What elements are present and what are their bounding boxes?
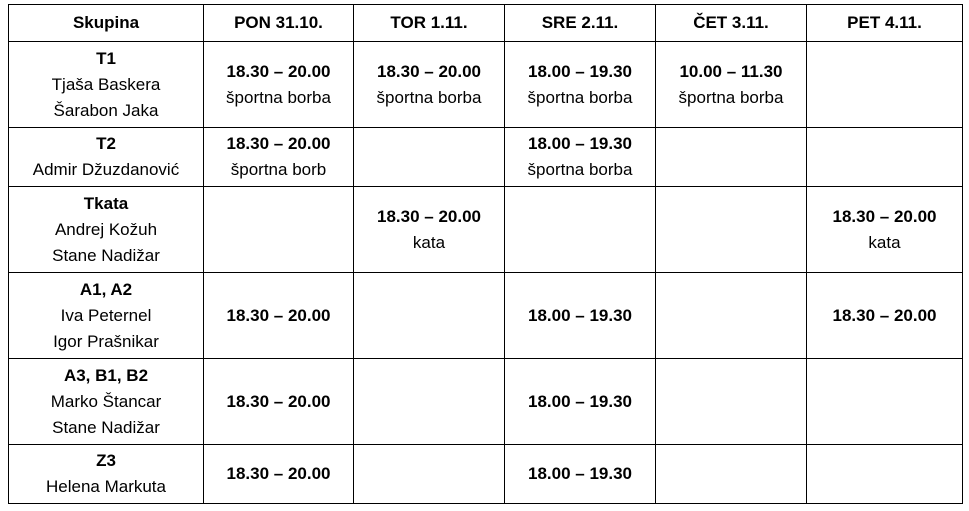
session-time: 18.30 – 20.00: [226, 134, 331, 153]
group-cell: [9, 445, 204, 504]
trainer-name: Tjaša Baskera: [51, 74, 161, 94]
group-code: T2: [96, 134, 116, 153]
header-day-mon: PON 31.10.: [204, 5, 354, 42]
session-type: športna borb: [230, 160, 327, 179]
schedule-cell: [505, 42, 656, 128]
session-time: 18.00 – 19.30: [528, 134, 632, 153]
table-row: [9, 42, 963, 128]
session-time: 18.30 – 20.00: [226, 391, 331, 411]
session-type: športna borba: [226, 87, 331, 107]
session-time: 18.00 – 19.30: [528, 464, 632, 483]
schedule-cell: [656, 42, 807, 128]
session-time: 18.00 – 19.30: [528, 391, 632, 411]
schedule-cell: [204, 42, 354, 128]
group-code: Z3: [96, 451, 116, 470]
session-time: 18.30 – 20.00: [226, 61, 331, 81]
schedule-cell: [505, 273, 656, 359]
schedule-cell: [354, 128, 505, 187]
table-row: [9, 187, 963, 273]
schedule-cell: [807, 128, 963, 187]
schedule-cell: [505, 128, 656, 187]
session-time: 18.30 – 20.00: [377, 61, 481, 81]
schedule-cell: [204, 359, 354, 445]
table-row: [9, 128, 963, 187]
schedule-cell: [204, 128, 354, 187]
session-time: 18.30 – 20.00: [226, 305, 331, 325]
session-type: športna borba: [527, 87, 633, 107]
schedule-cell: [505, 359, 656, 445]
schedule-cell: [807, 187, 963, 273]
schedule-cell: [354, 445, 505, 504]
table-row: [9, 359, 963, 445]
group-cell: [9, 359, 204, 445]
schedule-cell: [505, 445, 656, 504]
trainer-name: Helena Markuta: [45, 477, 166, 496]
group-code: Tkata: [83, 193, 129, 213]
schedule-cell: [204, 445, 354, 504]
header-day-tue: TOR 1.11.: [354, 5, 505, 42]
schedule-table: [8, 4, 963, 504]
schedule-cell: [505, 187, 656, 273]
schedule-cell: [354, 359, 505, 445]
group-code: A3, B1, B2: [63, 365, 149, 385]
schedule-cell: [354, 187, 505, 273]
session-type: športna borba: [527, 160, 633, 179]
trainer-name: Admir Džuzdanović: [32, 160, 180, 179]
table-row: [9, 445, 963, 504]
schedule-cell: [656, 128, 807, 187]
schedule-cell: [807, 273, 963, 359]
group-cell: [9, 187, 204, 273]
schedule-cell: [807, 42, 963, 128]
schedule-cell: [656, 187, 807, 273]
schedule-cell: [204, 187, 354, 273]
schedule-cell: [656, 445, 807, 504]
session-type: športna borba: [376, 87, 482, 107]
header-day-fri: PET 4.11.: [807, 5, 963, 42]
table-row: [9, 273, 963, 359]
session-time: 18.30 – 20.00: [832, 206, 937, 226]
schedule-cell: [204, 273, 354, 359]
session-time: 18.30 – 20.00: [226, 464, 331, 483]
trainer-name: Iva Peternel: [60, 305, 152, 325]
schedule-cell: [354, 273, 505, 359]
schedule-cell: [807, 359, 963, 445]
session-time: 18.00 – 19.30: [528, 305, 632, 325]
session-type: kata: [412, 232, 446, 252]
session-time: 18.00 – 19.30: [528, 61, 632, 81]
header-day-wed: SRE 2.11.: [505, 5, 656, 42]
schedule-cell: [807, 445, 963, 504]
header-row: [9, 5, 963, 42]
trainer-name: Stane Nadižar: [52, 245, 160, 265]
schedule-cell: [656, 359, 807, 445]
group-code: T1: [96, 48, 116, 68]
header-group: Skupina: [9, 5, 204, 42]
group-code: A1, A2: [79, 279, 133, 299]
header-day-thu: ČET 3.11.: [656, 5, 807, 42]
schedule-cell: [354, 42, 505, 128]
schedule-cell: [656, 273, 807, 359]
session-type: športna borba: [678, 87, 784, 107]
group-cell: [9, 273, 204, 359]
trainer-name: Šarabon Jaka: [53, 100, 159, 120]
session-time: 10.00 – 11.30: [679, 61, 783, 81]
session-time: 18.30 – 20.00: [832, 305, 937, 325]
session-type: kata: [868, 232, 901, 252]
trainer-name: Marko Štancar: [50, 391, 162, 411]
trainer-name: Stane Nadižar: [52, 417, 160, 437]
group-cell: [9, 128, 204, 187]
trainer-name: Andrej Kožuh: [54, 219, 158, 239]
trainer-name: Igor Prašnikar: [53, 331, 159, 351]
session-time: 18.30 – 20.00: [377, 206, 481, 226]
group-cell: [9, 42, 204, 128]
